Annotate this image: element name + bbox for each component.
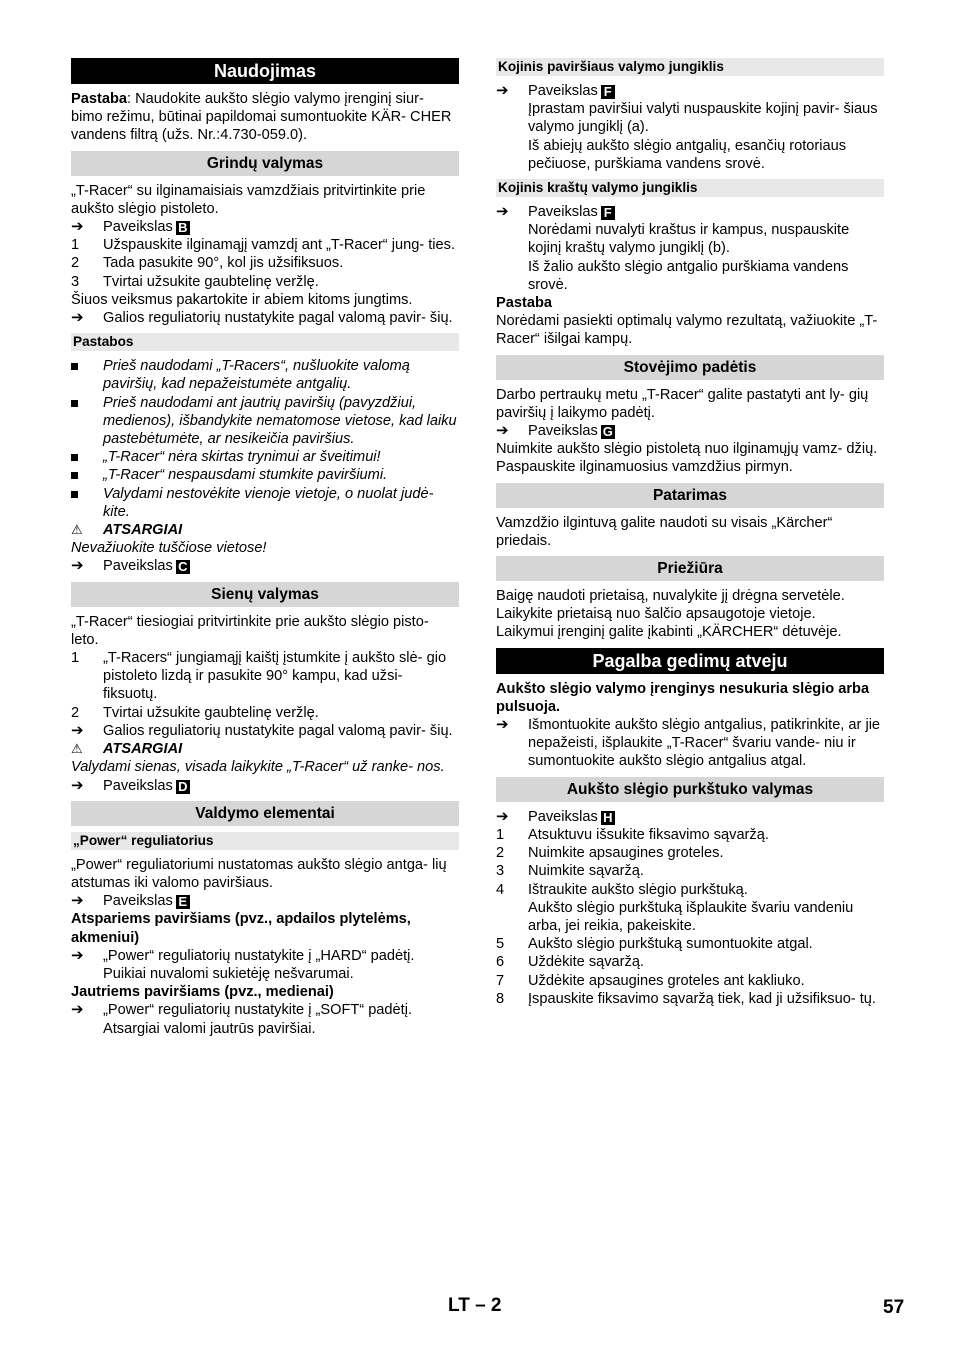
warning-1 — [71, 521, 459, 539]
figure-letter-b: B — [176, 221, 190, 235]
step-text: Užspauskite ilginamąjį vamzdį ant „T-Racer“ jung- ties. — [103, 237, 455, 254]
heading-pastabos: Pastabos — [71, 333, 459, 351]
heading-grindu-valymas: Grindų valymas — [71, 151, 459, 176]
arrow-icon: ➔ — [71, 218, 84, 236]
step-text: Uždėkite sąvaržą. — [528, 954, 644, 971]
figure-ref-g: ➔ Paveikslas G — [496, 422, 613, 440]
step-number: 6 — [496, 954, 505, 971]
pastabos-list — [71, 357, 459, 521]
jautr-step: ➔ „Power“ reguliatorių nustatykite į „SOFT“ padėtį. Atsargiai valomi jautrūs paviršiai. — [71, 1001, 413, 1037]
step-item — [496, 826, 884, 844]
figure-letter-g: G — [602, 424, 613, 440]
bullet-square-icon — [71, 472, 78, 479]
arrow-icon: ➔ — [71, 309, 84, 327]
figure-ref-f-1: ➔ Paveikslas F — [496, 82, 884, 100]
bullet-square-icon — [71, 400, 78, 407]
list-item — [71, 394, 459, 449]
arrow-icon: ➔ — [496, 807, 509, 825]
figure-ref-d: ➔ Paveikslas D — [71, 777, 459, 795]
gedimas-heading: Aukšto slėgio valymo įrenginys nesukuria slėgio arba pulsuoja. — [496, 680, 870, 715]
step-number: 4 — [496, 881, 505, 898]
sienu-intro: „T-Racer“ tiesiogiai pritvirtinkite prie aukšto slėgio pisto- leto. — [71, 613, 429, 648]
stovejimo-text2: Nuimkite aukšto slėgio pistoletą nuo ilginamųjų vamz- džių. — [496, 441, 878, 458]
step-text: „T-Racers“ jungiamąjį kaištį įstumkite į aukšto slė- gio pistoleto lizdą ir pasukite 90° kampu, kad užsi- fiksuotų. — [103, 650, 447, 703]
pastaba-text: : Naudokite aukšto slėgio valymo įrenginį siur- bimo režimu, būtinai papildomai sumontuokite KÄR- CHER vandens filtrą (užs. Nr.:4.730-059.0). — [71, 91, 452, 144]
gedimas-step: ➔ Išmontuokite aukšto slėgio antgalius, patikrinkite, ar jie nepažeisti, išplaukite „T-Racer“ švariu vande- niu ir sumontuokite aukšto slėgio antgalius atgal. — [496, 716, 881, 770]
step-text: Įspauskite fiksavimo sąvaržą tiek, kad ji užsifiksuo- tų. — [528, 990, 876, 1007]
heading-power-reguliatorius: „Power“ reguliatorius — [71, 832, 459, 850]
patarimas-text: Vamzdžio ilgintuvą galite naudoti su visais „Kärcher“ priedais. — [496, 514, 833, 549]
list-item — [71, 448, 459, 466]
heading-naudojimas: Naudojimas — [71, 58, 459, 84]
footer-page-number: 57 — [883, 1297, 905, 1318]
heading-pagalba: Pagalba gedimų atveju — [496, 648, 884, 674]
figure-letter-d: D — [176, 780, 190, 794]
list-item-text: Prieš naudodami ant jautrių paviršių (pavyzdžiui, medienos), išbandykite nematomose vietose, kad laiku pastebėtumėte, ar nesikeičia paviršius. — [103, 394, 457, 448]
figure-ref-c: ➔ Paveikslas C — [71, 557, 459, 575]
arrow-icon: ➔ — [496, 716, 509, 734]
list-item-text: Valydami nestovėkite vienoje vietoje, o nuolat judė- kite. — [103, 485, 434, 520]
step-item — [496, 844, 884, 862]
footer-language-page: LT – 2 — [448, 1295, 502, 1316]
step-item — [71, 273, 459, 291]
list-item — [71, 357, 459, 393]
figure-ref-b: ➔ Paveikslas B — [71, 218, 459, 236]
step-item — [71, 704, 459, 722]
heading-patarimas: Patarimas — [496, 483, 884, 508]
step-number: 7 — [496, 972, 505, 989]
step-item — [496, 972, 884, 990]
grindu-steps-list — [71, 236, 459, 291]
grindu-repeat: Šiuos veiksmus pakartokite ir abiem kitoms jungtims. — [71, 291, 413, 308]
heading-kojinis-pavirsiaus: Kojinis paviršiaus valymo jungiklis — [496, 58, 884, 76]
stovejimo-text: Darbo pertraukų metu „T-Racer“ galite pastatyti ant ly- gių paviršių į laikymo padėtį. — [496, 386, 869, 421]
step-number: 2 — [496, 845, 505, 862]
step-text: Nuimkite sąvaržą. — [528, 863, 644, 880]
atsp-heading: Atspariems paviršiams (pvz., apdailos plytelėms, akmeniui) — [71, 911, 411, 946]
step-text: Uždėkite apsaugines groteles ant kakliuko. — [528, 972, 805, 989]
step-text: Tvirtai užsukite gaubtelinę veržlę. — [103, 704, 319, 721]
jautr-heading: Jautriems paviršiams (pvz., medienai) — [71, 984, 334, 1001]
step-text: Ištraukite aukšto slėgio purkštuką. — [528, 881, 748, 898]
step-number: 3 — [496, 863, 505, 880]
arrow-icon: ➔ — [71, 892, 84, 910]
figure-letter-f: F — [601, 206, 615, 220]
step-number: 3 — [71, 273, 80, 290]
arrow-icon: ➔ — [496, 203, 509, 221]
arrow-icon: ➔ — [71, 721, 84, 739]
warning-icon: ⚠ — [71, 741, 83, 757]
step-item — [496, 862, 884, 880]
kojinis-pav-text2: Iš abiejų aukšto slėgio antgalių, esančių rotoriaus pečiuose, purškiama vandens srovė. — [528, 137, 847, 172]
list-item — [71, 485, 459, 521]
figure-letter-c: C — [176, 560, 190, 574]
heading-stovejimo-padetis: Stovėjimo padėtis — [496, 355, 884, 380]
arrow-icon: ➔ — [496, 82, 509, 99]
sienu-power-step: ➔ Galios reguliatorių nustatykite pagal valomą pavir- šių. — [71, 721, 453, 739]
warning-icon: ⚠ — [71, 522, 83, 538]
step-number: 2 — [71, 704, 80, 721]
figure-letter-e: E — [176, 895, 190, 909]
step-item — [496, 899, 884, 935]
bullet-square-icon — [71, 363, 78, 370]
figure-ref-f-2: ➔ Paveikslas F — [496, 203, 884, 221]
bullet-square-icon — [71, 454, 78, 461]
step-item — [71, 254, 459, 272]
step-item — [496, 935, 884, 953]
pastaba-label-right: Pastaba — [496, 295, 552, 312]
kojinis-kr-text: Norėdami nuvalyti kraštus ir kampus, nuspauskite kojinį kraštų valymo jungiklį (b). — [528, 222, 850, 257]
figure-letter-h: H — [601, 811, 615, 825]
bullet-square-icon — [71, 491, 78, 498]
step-item — [71, 236, 459, 254]
sienu-steps-list — [71, 649, 459, 722]
arrow-icon: ➔ — [71, 946, 84, 964]
step-item — [71, 649, 459, 704]
grindu-power-step: ➔ Galios reguliatorių nustatykite pagal valomą pavir- šių. — [71, 309, 453, 327]
step-number: 1 — [496, 826, 505, 843]
prieziura-text: Baigę naudoti prietaisą, nuvalykite jį drėgna servetėle. — [496, 588, 845, 605]
warning-label: ATSARGIAI — [103, 741, 183, 758]
heading-prieziura: Priežiūra — [496, 556, 884, 581]
step-text: Tada pasukite 90°, kol jis užsifiksuos. — [103, 255, 344, 272]
step-text: Tvirtai užsukite gaubtelinę veržlę. — [103, 273, 319, 290]
arrow-icon: ➔ — [71, 776, 84, 794]
prieziura-text3: Laikymui įrenginį galite įkabinti „KÄRCHER“ dėtuvėje. — [496, 624, 842, 641]
step-number: 5 — [496, 936, 505, 953]
warning-1-text: Nevažiuokite tuščiose vietose! — [71, 540, 267, 557]
list-item-text: „T-Racer“ nėra skirtas trynimui ar šveitimui! — [103, 449, 381, 466]
step-item — [496, 953, 884, 971]
list-item-text: Prieš naudodami „T-Racers“, nušluokite valomą paviršių, kad nepažeistumėte antgalių. — [103, 358, 410, 393]
pastaba-label: Pastaba — [71, 91, 127, 107]
list-item-text: „T-Racer“ nespausdami stumkite paviršiumi. — [103, 467, 388, 484]
figure-letter-f: F — [601, 85, 615, 99]
list-item — [71, 466, 459, 484]
heading-purkstuko-valymas: Aukšto slėgio purkštuko valymas — [496, 777, 884, 802]
arrow-icon: ➔ — [496, 422, 509, 440]
pastaba-paragraph — [71, 90, 459, 145]
step-number: 8 — [496, 990, 505, 1007]
warning-2-text: Valydami sienas, visada laikykite „T-Racer“ už ranke- nos. — [71, 759, 445, 776]
arrow-icon: ➔ — [71, 557, 84, 575]
step-number — [496, 899, 528, 935]
kojinis-kr-text2: Iš žalio aukšto slėgio antgalio purškiama vandens srovė. — [528, 258, 849, 293]
step-number: 1 — [71, 237, 80, 254]
right-column — [496, 58, 884, 1008]
heading-kojinis-krastu: Kojinis kraštų valymo jungiklis — [496, 179, 884, 197]
step-number: 2 — [71, 255, 80, 272]
figure-ref-h: ➔ Paveikslas H — [496, 808, 884, 826]
purkstuko-steps-list — [496, 826, 884, 1008]
grindu-intro: „T-Racer“ su ilginamaisiais vamzdžiais pritvirtinkite prie aukšto slėgio pistoleto. — [71, 182, 426, 217]
step-item — [496, 990, 884, 1008]
warning-label: ATSARGIAI — [103, 522, 183, 539]
left-column — [71, 58, 459, 1038]
arrow-icon: ➔ — [71, 1001, 84, 1019]
atsp-step: ➔ „Power“ reguliatorių nustatykite į „HARD“ padėtį. Puikiai nuvalomi sukietėję nešvarumai. — [71, 946, 415, 982]
step-text: Aukšto slėgio purkštuką išplaukite švariu vandeniu arba, jei reikia, pakeiskite. — [528, 899, 854, 934]
heading-valdymo-elementai: Valdymo elementai — [71, 801, 459, 826]
prieziura-text2: Laikykite prietaisą nuo šalčio apsaugotoje vietoje. — [496, 606, 816, 623]
kojinis-pav-text: Įprastam paviršiui valyti nuspauskite kojinį pavir- šiaus valymo jungiklį (a). — [528, 101, 878, 136]
step-text: Nuimkite apsaugines groteles. — [528, 845, 724, 862]
stovejimo-text3: Paspauskite ilginamuosius vamzdžius pirmyn. — [496, 459, 793, 476]
power-intro: „Power“ reguliatoriumi nustatomas aukšto slėgio antga- lių atstumas iki valomo paviršiaus. — [71, 856, 447, 891]
step-number: 1 — [71, 650, 80, 667]
figure-ref-e: ➔ Paveikslas E — [71, 892, 459, 910]
step-text: Aukšto slėgio purkštuką sumontuokite atgal. — [528, 936, 813, 953]
heading-sienu-valymas: Sienų valymas — [71, 582, 459, 607]
pastaba-text-right: Norėdami pasiekti optimalų valymo rezultatą, važiuokite „T-Racer“ išilgai kampų. — [496, 313, 878, 348]
step-text: Atsuktuvu išsukite fiksavimo sąvaržą. — [528, 826, 769, 843]
warning-2 — [71, 740, 459, 758]
step-item — [496, 881, 884, 899]
